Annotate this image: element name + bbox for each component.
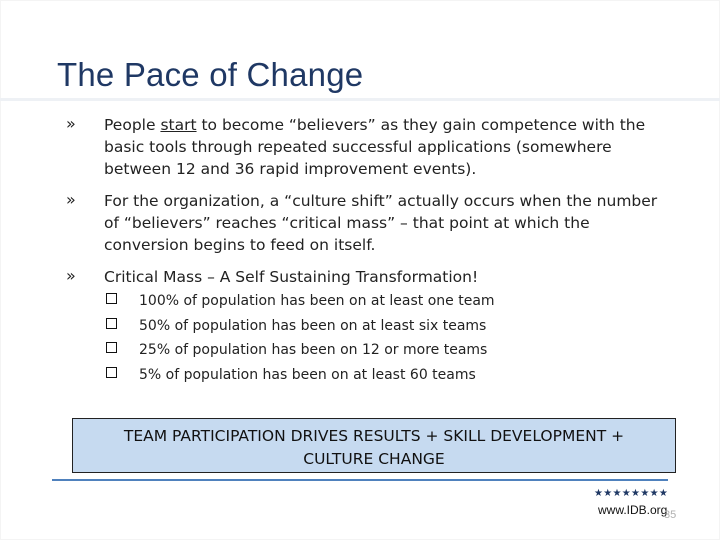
stars-logo-icon: ★★★★★★★★ [594,488,669,499]
checkbox-bullet-icon [106,293,117,304]
sub-bullet-text: 50% of population has been on at least six teams [139,317,487,334]
checkbox-bullet-icon [106,367,117,378]
bullet-marker-icon: » [66,114,76,133]
page-number: 35 [664,509,677,521]
callout-line-1: TEAM PARTICIPATION DRIVES RESULTS + SKILL DEVELOPMENT + [123,427,625,445]
bullet-text-post: to become “believers” as they gain competence with the basic tools through repeated successful applications (somewhere between 12 and 36 rapid improvement events). [104,116,646,178]
bullet-text-underlined: start [160,116,197,134]
callout-line-2: CULTURE CHANGE [303,450,445,468]
sub-bullet-list [106,290,495,388]
bullet-text [104,114,676,180]
bullet-item [66,114,676,180]
sub-bullet-item [106,315,495,340]
sub-bullet-item [106,290,495,315]
bullet-list [66,114,676,298]
bullet-text-pre: People [104,116,161,134]
sub-bullet-text: 25% of population has been on 12 or more teams [139,342,488,358]
bullet-item [66,190,676,256]
bullet-marker-icon: » [66,266,76,285]
bullet-text: Critical Mass – A Self Sustaining Transformation! [104,268,479,286]
slide-title: The Pace of Change [57,56,364,93]
bullet-text: For the organization, a “culture shift” actually occurs when the number of “believers” reaches “critical mass” – that point at which the conversion begins to feed on itself. [104,192,658,254]
bullet-marker-icon: » [66,190,76,209]
checkbox-bullet-icon [106,342,117,353]
footer-divider [52,479,668,481]
sub-bullet-text: 5% of population has been on at least 60 teams [139,366,476,383]
footer-url: www.IDB.org [598,503,668,517]
title-divider [0,98,720,101]
checkbox-bullet-icon [106,318,117,329]
sub-bullet-item [106,339,495,364]
bullet-item [66,266,676,288]
sub-bullet-text: 100% of population has been on at least one team [139,293,495,309]
callout-box [72,418,676,473]
sub-bullet-item [106,364,495,389]
